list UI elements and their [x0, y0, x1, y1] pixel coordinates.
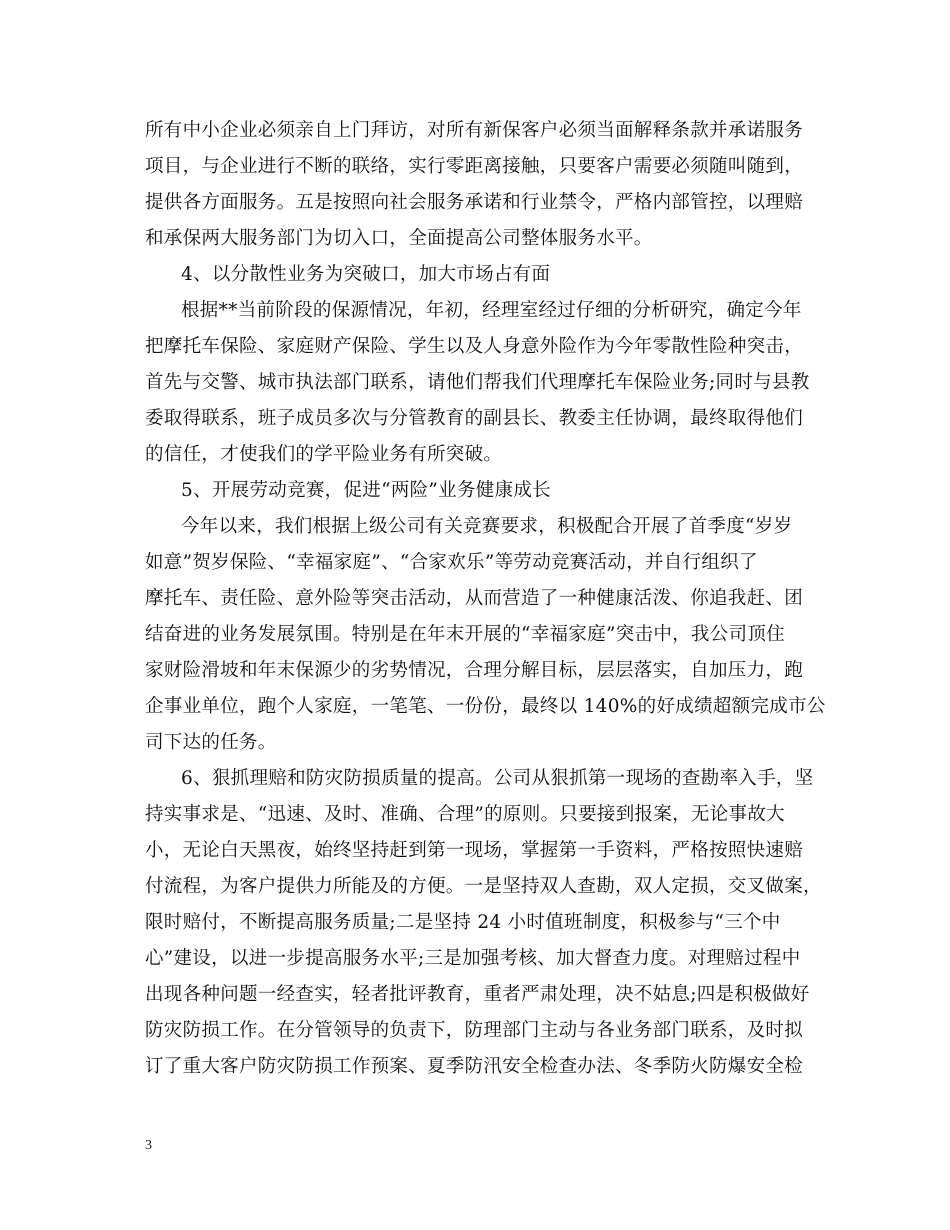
text-line: 限时赔付，不断提高服务质量;二是坚持 24 小时值班制度，积极参与“三个中 [145, 912, 781, 933]
text-line: 企事业单位，跑个人家庭，一笔笔、一份份，最终以 140%的好成绩超额完成市公 [145, 696, 826, 717]
text-line: 根据**当前阶段的保源情况，年初，经理室经过仔细的分析研究，确定今年 [181, 300, 802, 321]
section-heading: 6、狠抓理赔和防灾防损质量的提高。公司从狠抓第一现场的查勘率入手，坚 [181, 768, 814, 789]
text-line: 提供各方面服务。五是按照向社会服务承诺和行业禁令，严格内部管控，以理赔 [145, 192, 804, 213]
text-line: 所有中小企业必须亲自上门拜访，对所有新保客户必须当面解释条款并承诺服务 [145, 120, 804, 141]
text-line: 把摩托车保险、家庭财产保险、学生以及人身意外险作为今年零散性险种突击， [145, 336, 804, 357]
text-line: 和承保两大服务部门为切入口，全面提高公司整体服务水平。 [145, 228, 653, 249]
text-line: 首先与交警、城市执法部门联系，请他们帮我们代理摩托车保险业务;同时与县教 [145, 372, 810, 393]
page-number: 3 [145, 1138, 152, 1153]
text-line: 订了重大客户防灾防损工作预案、夏季防汛安全检查办法、冬季防火防爆安全检 [145, 1056, 804, 1077]
text-line: 心”建设，以进一步提高服务水平;三是加强考核、加大督查力度。对理赔过程中 [145, 948, 801, 969]
text-line: 的信任，才使我们的学平险业务有所突破。 [145, 444, 503, 465]
section-heading: 4、以分散性业务为突破口，加大市场占有面 [181, 264, 551, 285]
text-line: 结奋进的业务发展氛围。特别是在年末开展的“幸福家庭”突击中，我公司顶住 [145, 624, 785, 645]
text-line: 家财险滑坡和年末保源少的劣势情况，合理分解目标，层层落实，自加压力，跑 [145, 660, 804, 681]
text-line: 持实事求是、“迅速、及时、准确、合理”的原则。只要接到报案，无论事故大 [145, 804, 785, 825]
section-heading: 5、开展劳动竞赛，促进“两险”业务健康成长 [181, 480, 551, 501]
text-line: 小，无论白天黑夜，始终坚持赶到第一现场，掌握第一手资料，严格按照快速赔 [145, 840, 804, 861]
text-line: 摩托车、责任险、意外险等突击活动，从而营造了一种健康活泼、你追我赶、团 [145, 588, 804, 609]
text-line: 付流程，为客户提供力所能及的方便。一是坚持双人查勘，双人定损，交叉做案， [145, 876, 822, 897]
text-line: 如意”贺岁保险、“幸福家庭”、“合家欢乐”等劳动竞赛活动，并自行组织了 [145, 552, 758, 573]
text-line: 委取得联系，班子成员多次与分管教育的副县长、教委主任协调，最终取得他们 [145, 408, 804, 429]
text-line: 出现各种问题一经查实，轻者批评教育，重者严肃处理，决不姑息;四是积极做好 [145, 984, 810, 1005]
text-line: 项目，与企业进行不断的联络，实行零距离接触，只要客户需要必须随叫随到， [145, 156, 804, 177]
text-line: 司下达的任务。 [145, 732, 277, 753]
text-line: 防灾防损工作。在分管领导的负责下，防理部门主动与各业务部门联系，及时拟 [145, 1020, 804, 1041]
text-line: 今年以来，我们根据上级公司有关竞赛要求，积极配合开展了首季度“岁岁 [181, 516, 793, 537]
